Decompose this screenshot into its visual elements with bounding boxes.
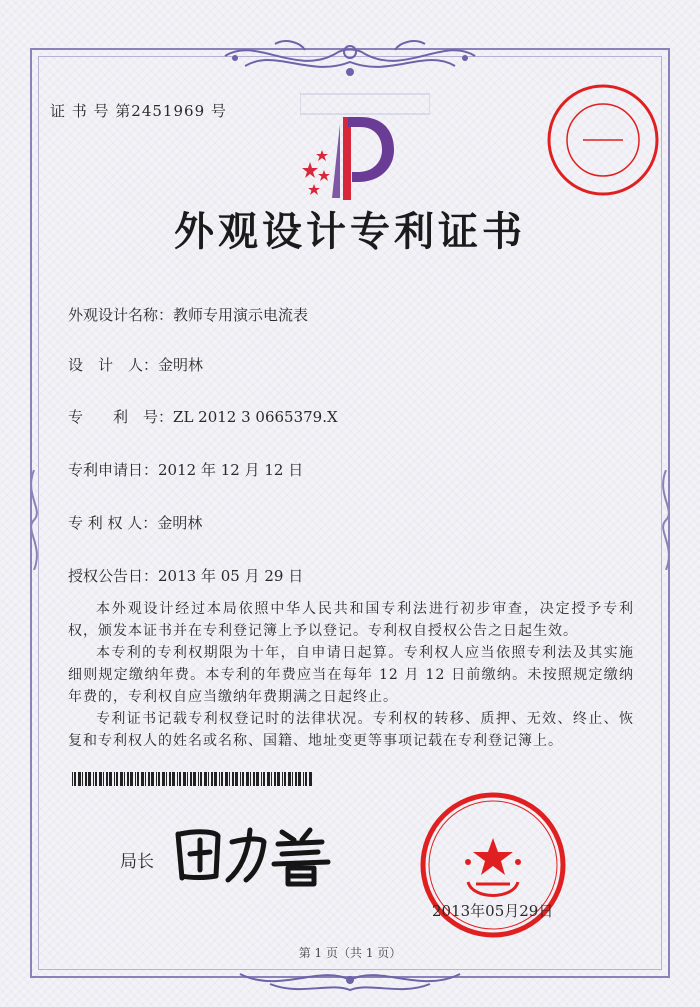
barcode-bar xyxy=(229,772,230,786)
barcode-bar xyxy=(232,772,234,786)
barcode-bar xyxy=(158,772,160,786)
page-title: 外观设计专利证书 xyxy=(174,209,526,255)
field-design-name xyxy=(68,304,308,325)
barcode-bar xyxy=(263,772,265,786)
field-value: 教师专用演示电流表 xyxy=(173,306,309,324)
barcode-bar xyxy=(93,772,94,786)
barcode-bar xyxy=(250,772,251,786)
barcode-bar xyxy=(116,772,118,786)
barcode-bar xyxy=(141,772,144,786)
barcode xyxy=(72,772,312,786)
field-value: 2012 年 12 月 12 日 xyxy=(158,461,304,479)
barcode-bar xyxy=(162,772,165,786)
certificate-number: 证 书 号 第2451969 号 xyxy=(50,102,227,120)
barcode-bar xyxy=(156,772,157,786)
barcode-bar xyxy=(166,772,167,786)
field-patentee xyxy=(68,512,202,533)
barcode-bar xyxy=(288,772,291,786)
barcode-bar xyxy=(242,772,244,786)
barcode-bar xyxy=(295,772,297,786)
bottom-ornament xyxy=(230,964,470,998)
barcode-bar xyxy=(127,772,129,786)
field-designer xyxy=(68,354,203,375)
barcode-bar xyxy=(204,772,207,786)
barcode-bar xyxy=(74,772,76,786)
field-label: 外观设计名称： xyxy=(68,306,174,324)
field-label: 专利申请日： xyxy=(68,461,159,479)
paragraph: 本外观设计经过本局依照中华人民共和国专利法进行初步审查，决定授予专利权，颁发本证书并在专利登记簿上予以登记。专利权自授权公告之日起生效。 xyxy=(68,601,634,639)
barcode-bar xyxy=(305,772,307,786)
seal-date: 2013年05月29日 xyxy=(432,902,554,920)
barcode-bar xyxy=(72,772,73,786)
barcode-bar xyxy=(124,772,125,786)
director-signature xyxy=(170,820,340,890)
barcode-bar xyxy=(219,772,220,786)
barcode-bar xyxy=(261,772,262,786)
barcode-bar xyxy=(284,772,286,786)
barcode-bar xyxy=(246,772,249,786)
barcode-bar xyxy=(253,772,255,786)
barcode-bar xyxy=(85,772,87,786)
field-label: 授权公告日： xyxy=(68,567,159,585)
barcode-bar xyxy=(179,772,181,786)
field-grant-date xyxy=(68,565,303,586)
barcode-bar xyxy=(177,772,178,786)
barcode-bar xyxy=(193,772,196,786)
barcode-bar xyxy=(190,772,192,786)
field-label: 专 利 权 人： xyxy=(68,514,158,532)
barcode-bar xyxy=(214,772,217,786)
sipo-logo-icon xyxy=(288,112,398,202)
barcode-bar xyxy=(208,772,209,786)
barcode-bar xyxy=(135,772,136,786)
field-value: ZL 2012 3 0665379.X xyxy=(173,408,338,426)
barcode-bar xyxy=(267,772,270,786)
field-patent-number xyxy=(68,406,338,427)
barcode-bar xyxy=(211,772,213,786)
barcode-bar xyxy=(82,772,83,786)
barcode-bar xyxy=(88,772,91,786)
barcode-bar xyxy=(103,772,104,786)
barcode-bar xyxy=(303,772,304,786)
paragraph: 本专利的专利权期限为十年，自申请日起算。专利权人应当依照专利法及其实施细则规定缴纳年费。本专利的年费应当在每年 12 月 12 日前缴纳。未按照规定缴纳年费的，专利权自应当缴纳年费期满之日起终止。 xyxy=(68,645,634,705)
barcode-bar xyxy=(235,772,238,786)
field-label: 专 利 号： xyxy=(68,408,174,426)
barcode-bar xyxy=(137,772,139,786)
barcode-bar xyxy=(221,772,223,786)
barcode-bar xyxy=(172,772,175,786)
paragraph: 专利证书记载专利权登记时的法律状况。专利权的转移、质押、无效、终止、恢复和专利权人的姓名或名称、国籍、地址变更等事项记载在专利登记簿上。 xyxy=(68,711,634,749)
barcode-bar xyxy=(271,772,272,786)
left-side-ornament xyxy=(24,470,44,570)
barcode-bar xyxy=(95,772,97,786)
barcode-bar xyxy=(298,772,301,786)
director-label: 局长 xyxy=(120,852,154,872)
barcode-bar xyxy=(277,772,280,786)
barcode-bar xyxy=(114,772,115,786)
barcode-bar xyxy=(120,772,123,786)
barcode-bar xyxy=(292,772,293,786)
barcode-bar xyxy=(106,772,108,786)
field-label: 设 计 人： xyxy=(68,356,159,374)
barcode-bar xyxy=(78,772,81,786)
page-footer: 第 1 页（共 1 页） xyxy=(298,946,402,960)
barcode-bar xyxy=(145,772,146,786)
barcode-bar xyxy=(151,772,154,786)
field-value: 2013 年 05 月 29 日 xyxy=(158,567,304,585)
right-side-ornament xyxy=(656,470,676,570)
barcode-bar xyxy=(225,772,228,786)
barcode-bar xyxy=(130,772,133,786)
barcode-bar xyxy=(240,772,241,786)
barcode-bar xyxy=(148,772,150,786)
field-value: 金明林 xyxy=(157,514,203,532)
legal-text xyxy=(68,598,634,752)
barcode-bar xyxy=(183,772,186,786)
barcode-bar xyxy=(169,772,171,786)
barcode-bar xyxy=(99,772,102,786)
field-value: 金明林 xyxy=(158,356,204,374)
barcode-bar xyxy=(198,772,199,786)
field-application-date xyxy=(68,459,303,480)
top-ornament xyxy=(215,36,485,86)
barcode-bar xyxy=(109,772,112,786)
barcode-bar xyxy=(200,772,202,786)
barcode-bar xyxy=(274,772,276,786)
barcode-bar xyxy=(256,772,259,786)
barcode-bar xyxy=(187,772,188,786)
barcode-bar xyxy=(282,772,283,786)
tax-stamp-icon xyxy=(545,82,661,198)
barcode-bar xyxy=(309,772,312,786)
